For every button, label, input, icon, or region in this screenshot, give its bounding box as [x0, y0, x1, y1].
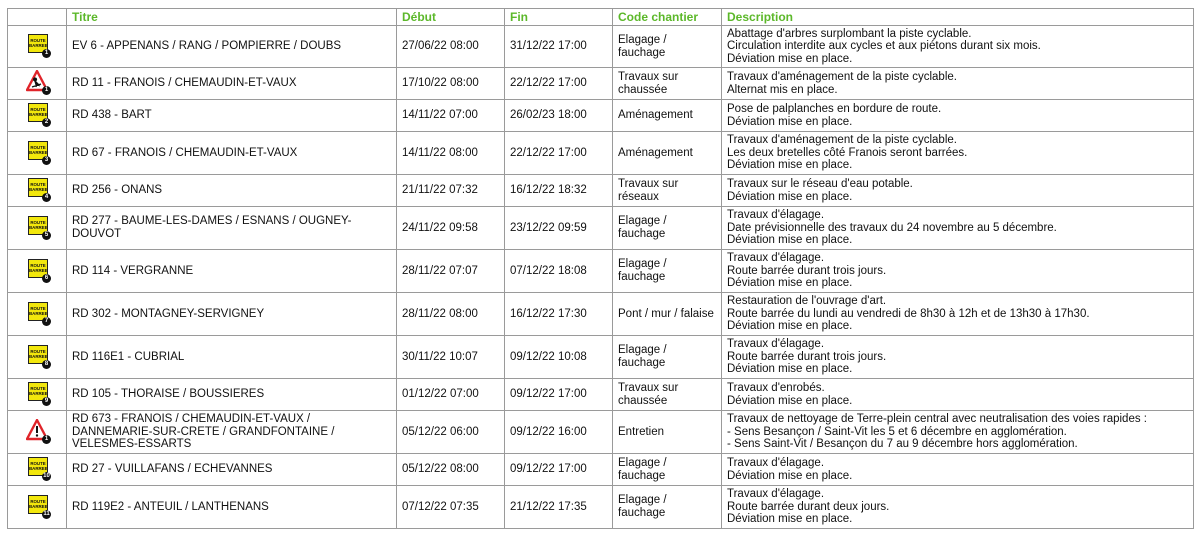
- sign-text-line1: ROUTE: [30, 461, 46, 467]
- sign-number-badge: 7: [42, 317, 51, 326]
- cell-debut: 05/12/22 08:00: [397, 454, 505, 486]
- header-titre[interactable]: Titre: [67, 9, 397, 26]
- cell-code: Elagage / fauchage: [613, 26, 722, 68]
- sign-number-badge: 1: [42, 49, 51, 58]
- table-row[interactable]: [8, 68, 1194, 100]
- sign-text-line1: ROUTE: [30, 305, 46, 311]
- cell-icon: [8, 100, 67, 132]
- roadworks-table: [7, 8, 1194, 529]
- sign-text-line1: ROUTE: [30, 144, 46, 150]
- route-barree-icon[interactable]: [26, 456, 48, 479]
- cell-code: Travaux sur chaussée: [613, 379, 722, 411]
- cell-description: [722, 68, 1194, 100]
- cell-description: [722, 454, 1194, 486]
- cell-description: [722, 486, 1194, 529]
- sign-number-badge: 9: [42, 397, 51, 406]
- description-line: Route barrée durant trois jours.: [727, 264, 887, 277]
- description-line: Déviation mise en place.: [727, 363, 853, 376]
- cell-description: [722, 175, 1194, 207]
- warning-icon[interactable]: [26, 419, 48, 442]
- cell-code: Aménagement: [613, 132, 722, 175]
- cell-description: [722, 207, 1194, 250]
- cell-description: [722, 379, 1194, 411]
- sign-text-line2: BARREE: [29, 149, 48, 155]
- cell-icon: [8, 486, 67, 529]
- description-line: Travaux d'élagage.: [727, 488, 825, 501]
- cell-titre: RD 67 - FRANOIS / CHEMAUDIN-ET-VAUX: [67, 132, 397, 175]
- roadworks-table-container: [7, 8, 1193, 529]
- cell-fin: 16/12/22 17:30: [505, 293, 613, 336]
- sign-text-line2: BARREE: [29, 310, 48, 316]
- cell-fin: 09/12/22 16:00: [505, 411, 613, 454]
- cell-titre: RD 119E2 - ANTEUIL / LANTHENANS: [67, 486, 397, 529]
- description-line: Route barrée durant deux jours.: [727, 500, 890, 513]
- header-description[interactable]: Description: [722, 9, 1194, 26]
- sign-number-badge: 11: [43, 510, 50, 517]
- description-line: Alternat mis en place.: [727, 83, 838, 96]
- table-row[interactable]: [8, 132, 1194, 175]
- table-row[interactable]: [8, 379, 1194, 411]
- description-line: Déviation mise en place.: [727, 115, 853, 128]
- cell-code: Entretien: [613, 411, 722, 454]
- header-debut[interactable]: Début: [397, 9, 505, 26]
- cell-code: Elagage / fauchage: [613, 336, 722, 379]
- description-line: Travaux d'enrobés.: [727, 382, 825, 395]
- table-row[interactable]: [8, 175, 1194, 207]
- description-line: Circulation interdite aux cycles et aux piétons durant six mois.: [727, 40, 1041, 53]
- route-barree-icon[interactable]: [26, 381, 48, 404]
- cell-description: [722, 132, 1194, 175]
- cell-debut: 27/06/22 08:00: [397, 26, 505, 68]
- table-body: [8, 26, 1194, 529]
- cell-code: Elagage / fauchage: [613, 207, 722, 250]
- sign-number-badge: 10: [43, 473, 50, 480]
- cell-fin: 09/12/22 17:00: [505, 454, 613, 486]
- cell-icon: [8, 175, 67, 207]
- description-line: Route barrée du lundi au vendredi de 8h30 à 12h et de 13h30 à 17h30.: [727, 307, 1090, 320]
- description-line: Déviation mise en place.: [727, 513, 853, 526]
- sign-number-badge: 4: [42, 193, 51, 202]
- description-line: Déviation mise en place.: [727, 469, 853, 482]
- cell-titre: RD 11 - FRANOIS / CHEMAUDIN-ET-VAUX: [67, 68, 397, 100]
- cell-code: Pont / mur / falaise: [613, 293, 722, 336]
- route-barree-icon[interactable]: [26, 215, 48, 238]
- description-line: Restauration de l'ouvrage d'art.: [727, 295, 887, 308]
- route-barree-icon[interactable]: [26, 344, 48, 367]
- sign-number-badge: 8: [42, 360, 51, 369]
- sign-number-badge: 1: [42, 435, 51, 444]
- cell-debut: 30/11/22 10:07: [397, 336, 505, 379]
- description-line: Les deux bretelles côté Franois seront barrées.: [727, 146, 968, 159]
- cell-code: Elagage / fauchage: [613, 250, 722, 293]
- cell-fin: 16/12/22 18:32: [505, 175, 613, 207]
- description-line: Travaux d'élagage.: [727, 209, 825, 222]
- sign-number-badge: 5: [42, 231, 51, 240]
- cell-debut: 07/12/22 07:35: [397, 486, 505, 529]
- cell-code: Elagage / fauchage: [613, 486, 722, 529]
- sign-text-line2: BARREE: [29, 391, 48, 397]
- cell-icon: [8, 293, 67, 336]
- sign-text-line1: ROUTE: [30, 182, 46, 188]
- cell-titre: RD 114 - VERGRANNE: [67, 250, 397, 293]
- cell-fin: 07/12/22 18:08: [505, 250, 613, 293]
- table-row[interactable]: [8, 250, 1194, 293]
- sign-text-line2: BARREE: [29, 353, 48, 359]
- cell-debut: 21/11/22 07:32: [397, 175, 505, 207]
- sign-text-line2: BARREE: [29, 43, 48, 49]
- table-row[interactable]: [8, 411, 1194, 454]
- header-code-chantier[interactable]: Code chantier: [613, 9, 722, 26]
- cell-debut: 28/11/22 08:00: [397, 293, 505, 336]
- sign-text-line1: ROUTE: [30, 262, 46, 268]
- description-line: Travaux d'élagage.: [727, 252, 825, 265]
- sign-text-line1: ROUTE: [30, 219, 46, 225]
- description-line: Travaux d'aménagement de la piste cyclable.: [727, 134, 957, 147]
- cell-titre: RD 277 - BAUME-LES-DAMES / ESNANS / OUGNEY-DOUVOT: [67, 207, 397, 250]
- sign-text-line1: ROUTE: [30, 498, 46, 504]
- roadworks-icon[interactable]: [26, 70, 48, 93]
- table-header-row: [8, 9, 1194, 26]
- description-line: Déviation mise en place.: [727, 52, 853, 65]
- cell-fin: 26/02/23 18:00: [505, 100, 613, 132]
- description-line: Date prévisionnelle des travaux du 24 novembre au 5 décembre.: [727, 221, 1057, 234]
- cell-titre: RD 302 - MONTAGNEY-SERVIGNEY: [67, 293, 397, 336]
- cell-description: [722, 411, 1194, 454]
- description-line: Travaux d'élagage.: [727, 338, 825, 351]
- sign-text-line1: ROUTE: [30, 386, 46, 392]
- description-line: Déviation mise en place.: [727, 320, 853, 333]
- route-barree-icon[interactable]: [26, 140, 48, 163]
- cell-titre: EV 6 - APPENANS / RANG / POMPIERRE / DOUBS: [67, 26, 397, 68]
- cell-code: Travaux sur réseaux: [613, 175, 722, 207]
- table-row[interactable]: [8, 26, 1194, 68]
- table-row[interactable]: [8, 100, 1194, 132]
- cell-icon: [8, 336, 67, 379]
- cell-titre: RD 673 - FRANOIS / CHEMAUDIN-ET-VAUX / DANNEMARIE-SUR-CRETE / GRANDFONTAINE / VELESMES-ESSARTS: [67, 411, 397, 454]
- cell-fin: 09/12/22 10:08: [505, 336, 613, 379]
- cell-debut: 01/12/22 07:00: [397, 379, 505, 411]
- cell-description: [722, 100, 1194, 132]
- description-line: - Sens Saint-Vit / Besançon du 7 au 9 décembre hors agglomération.: [727, 438, 1078, 451]
- cell-debut: 28/11/22 07:07: [397, 250, 505, 293]
- cell-icon: [8, 132, 67, 175]
- sign-number-badge: 2: [42, 118, 51, 127]
- sign-text-line1: ROUTE: [30, 38, 46, 44]
- sign-text-line1: ROUTE: [30, 348, 46, 354]
- cell-description: [722, 336, 1194, 379]
- cell-fin: 23/12/22 09:59: [505, 207, 613, 250]
- cell-titre: RD 116E1 - CUBRIAL: [67, 336, 397, 379]
- description-line: Travaux d'aménagement de la piste cyclable.: [727, 71, 957, 84]
- sign-text-line2: BARREE: [29, 466, 48, 472]
- description-line: Pose de palplanches en bordure de route.: [727, 103, 942, 116]
- description-line: Déviation mise en place.: [727, 277, 853, 290]
- cell-titre: RD 27 - VUILLAFANS / ECHEVANNES: [67, 454, 397, 486]
- cell-code: Elagage / fauchage: [613, 454, 722, 486]
- sign-text-line2: BARREE: [29, 187, 48, 193]
- cell-icon: [8, 207, 67, 250]
- description-line: Travaux d'élagage.: [727, 457, 825, 470]
- cell-debut: 14/11/22 08:00: [397, 132, 505, 175]
- route-barree-icon[interactable]: [26, 177, 48, 200]
- route-barree-icon[interactable]: [26, 494, 48, 517]
- table-row[interactable]: [8, 207, 1194, 250]
- description-line: Abattage d'arbres surplombant la piste cyclable.: [727, 27, 972, 40]
- cell-debut: 17/10/22 08:00: [397, 68, 505, 100]
- description-line: Déviation mise en place.: [727, 394, 853, 407]
- cell-fin: 22/12/22 17:00: [505, 68, 613, 100]
- cell-icon: [8, 250, 67, 293]
- route-barree-icon[interactable]: [26, 258, 48, 281]
- cell-fin: 22/12/22 17:00: [505, 132, 613, 175]
- header-fin[interactable]: Fin: [505, 9, 613, 26]
- route-barree-icon[interactable]: [26, 301, 48, 324]
- cell-debut: 05/12/22 06:00: [397, 411, 505, 454]
- sign-number-badge: 3: [42, 156, 51, 165]
- cell-icon: [8, 379, 67, 411]
- sign-text-line2: BARREE: [29, 503, 48, 509]
- cell-description: [722, 250, 1194, 293]
- sign-text-line1: ROUTE: [30, 107, 46, 113]
- route-barree-icon[interactable]: [26, 102, 48, 125]
- description-line: Déviation mise en place.: [727, 190, 853, 203]
- table-row[interactable]: [8, 486, 1194, 529]
- cell-description: [722, 293, 1194, 336]
- table-row[interactable]: [8, 293, 1194, 336]
- description-line: Route barrée durant trois jours.: [727, 350, 887, 363]
- cell-description: [722, 26, 1194, 68]
- table-row[interactable]: [8, 336, 1194, 379]
- cell-icon: [8, 26, 67, 68]
- cell-debut: 14/11/22 07:00: [397, 100, 505, 132]
- cell-debut: 24/11/22 09:58: [397, 207, 505, 250]
- sign-number-badge: 6: [42, 274, 51, 283]
- cell-fin: 09/12/22 17:00: [505, 379, 613, 411]
- cell-icon: [8, 454, 67, 486]
- table-row[interactable]: [8, 454, 1194, 486]
- description-line: Travaux sur le réseau d'eau potable.: [727, 178, 913, 191]
- cell-titre: RD 105 - THORAISE / BOUSSIERES: [67, 379, 397, 411]
- cell-code: Travaux sur chaussée: [613, 68, 722, 100]
- cell-fin: 21/12/22 17:35: [505, 486, 613, 529]
- sign-text-line2: BARREE: [29, 112, 48, 118]
- description-line: Déviation mise en place.: [727, 234, 853, 247]
- sign-text-line2: BARREE: [29, 224, 48, 230]
- description-line: Travaux de nettoyage de Terre-plein central avec neutralisation des voies rapides :: [727, 413, 1147, 426]
- route-barree-icon[interactable]: [26, 33, 48, 56]
- description-line: - Sens Besançon / Saint-Vit les 5 et 6 décembre en agglomération.: [727, 425, 1067, 438]
- cell-icon: [8, 411, 67, 454]
- header-icon: [8, 9, 67, 26]
- cell-fin: 31/12/22 17:00: [505, 26, 613, 68]
- cell-code: Aménagement: [613, 100, 722, 132]
- sign-text-line2: BARREE: [29, 267, 48, 273]
- sign-number-badge: 1: [42, 86, 51, 95]
- description-line: Déviation mise en place.: [727, 159, 853, 172]
- cell-titre: RD 256 - ONANS: [67, 175, 397, 207]
- cell-titre: RD 438 - BART: [67, 100, 397, 132]
- cell-icon: [8, 68, 67, 100]
